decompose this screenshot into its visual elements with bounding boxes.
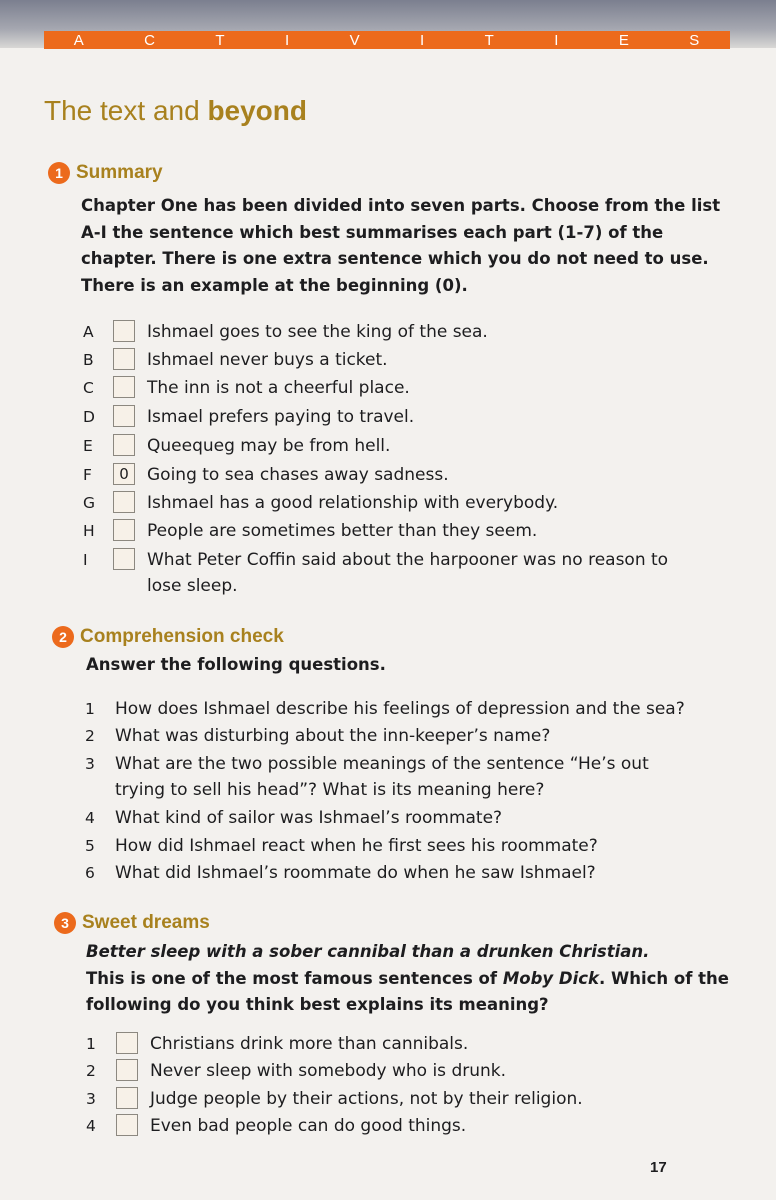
banner-letter: C: [144, 31, 156, 49]
question-text: What kind of sailor was Ishmael’s roommate?: [115, 808, 503, 828]
answer-box[interactable]: [113, 405, 135, 427]
question-item: [85, 860, 596, 886]
banner-letter: V: [349, 31, 361, 49]
option-text: What Peter Coffin said about the harpooner was no reason to: [147, 550, 669, 570]
page-number: 17: [650, 1159, 667, 1176]
meaning-option: [86, 1086, 583, 1112]
option-letter: F: [83, 466, 92, 484]
answer-box[interactable]: [113, 519, 135, 541]
page-title: [44, 95, 307, 127]
option-number: 2: [86, 1062, 96, 1080]
question-number: 5: [85, 837, 95, 855]
question-number: 6: [85, 864, 95, 882]
answer-box[interactable]: [116, 1059, 138, 1081]
summary-option-a: [83, 319, 488, 345]
question-number: 4: [85, 809, 95, 827]
section-number-badge: 2: [52, 626, 74, 648]
question-number: 1: [85, 700, 95, 718]
option-letter: I: [83, 551, 88, 569]
instruction-line: There is an example at the beginning (0).: [81, 275, 468, 295]
question-item: [85, 833, 598, 859]
section-comprehension-heading: [52, 626, 284, 648]
summary-option-f: [83, 462, 449, 488]
summary-instructions: [81, 193, 720, 299]
book-title: Moby Dick: [502, 968, 599, 988]
option-number: 1: [86, 1035, 96, 1053]
section-number-badge: 3: [54, 912, 76, 934]
option-number: 4: [86, 1117, 96, 1135]
option-text: Ishmael never buys a ticket.: [147, 350, 388, 370]
instruction-line: This is one of the most famous sentences of Moby Dick. Which of the: [86, 968, 729, 988]
banner-letter: T: [215, 31, 226, 49]
summary-option-d: [83, 404, 414, 430]
option-letter: B: [83, 351, 94, 369]
option-letter: H: [83, 522, 95, 540]
banner-letter: I: [554, 31, 560, 49]
answer-box[interactable]: [113, 376, 135, 398]
option-text: People are sometimes better than they seem.: [147, 521, 538, 541]
option-letter: A: [83, 323, 94, 341]
summary-option-h: [83, 518, 537, 544]
comprehension-instruction: Answer the following questions.: [86, 655, 386, 674]
answer-box[interactable]: [116, 1087, 138, 1109]
question-text: How did Ishmael react when he first sees his roommate?: [115, 836, 598, 856]
section-summary-heading: [48, 162, 163, 184]
section-sweet-dreams-heading: [54, 912, 210, 934]
question-number: 2: [85, 727, 95, 745]
question-text-continued: trying to sell his head”? What is its meaning here?: [115, 780, 545, 800]
instruction-line: Chapter One has been divided into seven parts. Choose from the list: [81, 196, 721, 215]
option-text-wrap: [147, 547, 668, 599]
answer-box[interactable]: [113, 348, 135, 370]
answer-box[interactable]: [113, 548, 135, 570]
option-text: Queequeg may be from hell.: [147, 436, 391, 456]
question-item: [85, 723, 550, 749]
summary-option-c: [83, 375, 410, 401]
question-number: 3: [85, 755, 95, 773]
banner-letter: I: [285, 31, 291, 49]
option-text: The inn is not a cheerful place.: [147, 378, 410, 398]
summary-option-i: [83, 547, 668, 599]
option-number: 3: [86, 1090, 96, 1108]
answer-box[interactable]: [113, 434, 135, 456]
summary-option-g: [83, 490, 558, 516]
question-text: How does Ishmael describe his feelings of depression and the sea?: [115, 699, 685, 719]
question-item: [85, 805, 502, 831]
section-title: Comprehension check: [80, 626, 284, 647]
section-title: Summary: [76, 162, 163, 183]
question-text: What was disturbing about the inn-keeper’s name?: [115, 726, 551, 746]
question-text: What did Ishmael’s roommate do when he saw Ishmael?: [115, 863, 596, 883]
banner-letter: T: [484, 31, 495, 49]
meaning-option: [86, 1031, 468, 1057]
option-text: Judge people by their actions, not by their religion.: [150, 1089, 583, 1109]
section-number-badge: 1: [48, 162, 70, 184]
option-text: Even bad people can do good things.: [150, 1116, 467, 1136]
quote-text: Better sleep with a sober cannibal than a drunken Christian.: [86, 942, 650, 961]
question-item: [85, 696, 685, 722]
answer-box[interactable]: [113, 320, 135, 342]
banner-letter: S: [689, 31, 701, 49]
title-bold: beyond: [207, 95, 307, 126]
answer-box[interactable]: [113, 491, 135, 513]
question-text: What are the two possible meanings of the sentence “He’s out: [115, 754, 649, 774]
question-item: [85, 751, 649, 803]
option-text: Ismael prefers paying to travel.: [147, 407, 415, 427]
instruction-line: chapter. There is one extra sentence which you do not need to use.: [81, 249, 709, 268]
question-text-wrap: [115, 751, 649, 803]
section-title: Sweet dreams: [82, 912, 210, 933]
sweet-dreams-instructions: [86, 939, 729, 1019]
option-letter: C: [83, 379, 94, 397]
banner-letter: E: [618, 31, 630, 49]
title-plain: The text and: [44, 95, 208, 126]
activities-banner: [44, 31, 730, 49]
meaning-option: [86, 1058, 506, 1084]
answer-box[interactable]: [116, 1114, 138, 1136]
banner-letter: I: [420, 31, 426, 49]
summary-option-b: [83, 347, 388, 373]
option-text: Ishmael goes to see the king of the sea.: [147, 322, 488, 342]
instruction-line: following do you think best explains its meaning?: [86, 995, 549, 1014]
instruction-line: A-I the sentence which best summarises each part (1-7) of the: [81, 222, 664, 242]
answer-box[interactable]: [116, 1032, 138, 1054]
option-text: Christians drink more than cannibals.: [150, 1034, 469, 1054]
option-text: Ishmael has a good relationship with everybody.: [147, 493, 559, 513]
answer-box[interactable]: 0: [113, 463, 135, 485]
summary-option-e: [83, 433, 390, 459]
option-text: Going to sea chases away sadness.: [147, 465, 449, 485]
banner-letter: A: [73, 31, 85, 49]
option-text-continued: lose sleep.: [147, 576, 238, 596]
option-letter: G: [83, 494, 96, 512]
meaning-option: [86, 1113, 466, 1139]
option-letter: D: [83, 408, 95, 426]
option-letter: E: [83, 437, 93, 455]
option-text: Never sleep with somebody who is drunk.: [150, 1061, 507, 1081]
